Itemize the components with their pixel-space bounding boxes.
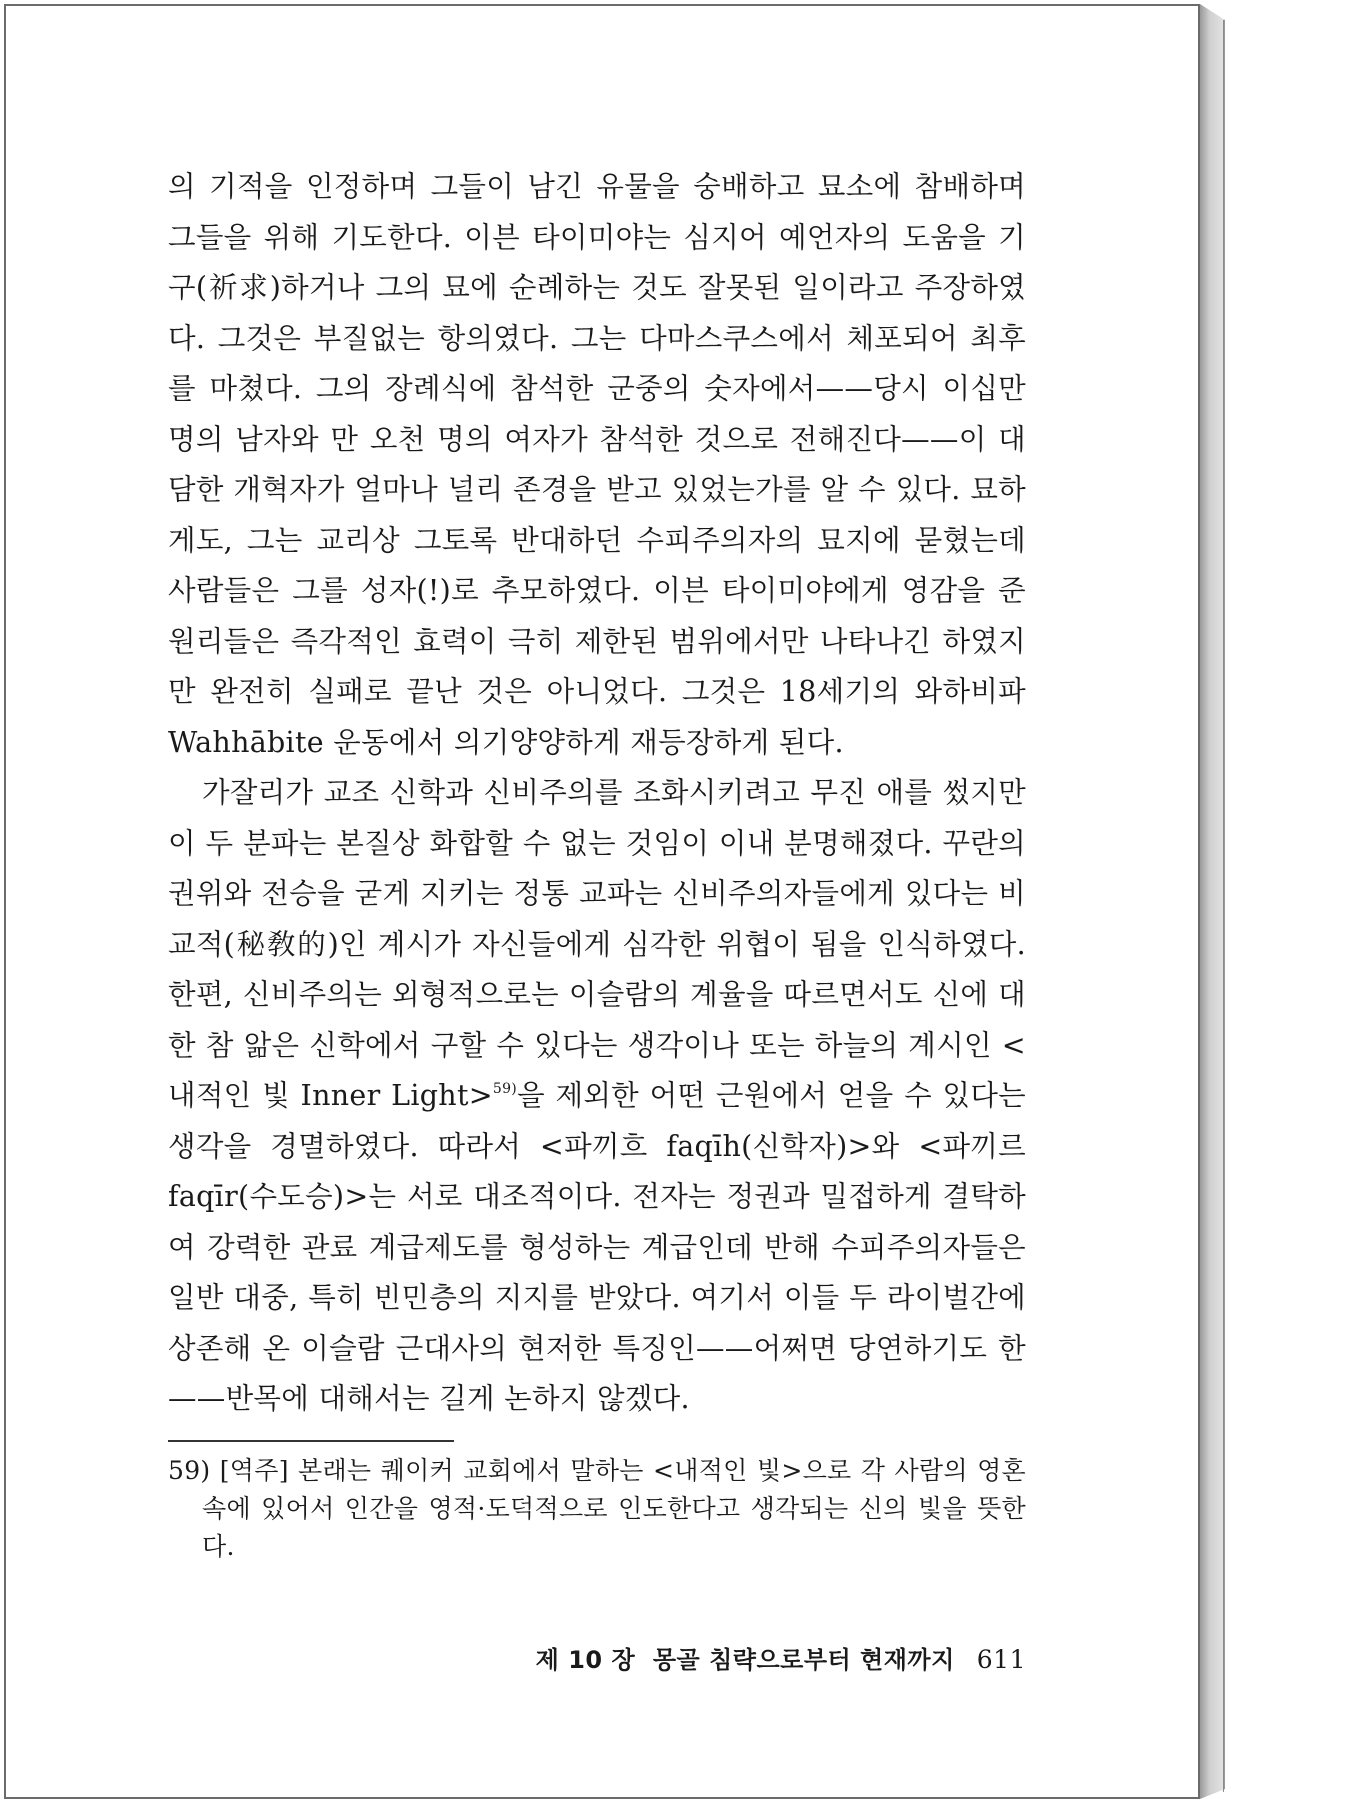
footnote-reference: 59) xyxy=(492,1081,518,1097)
paragraph-2-part-1: 가잘리가 교조 신학과 신비주의를 조화시키려고 무진 애를 썼지만 이 두 분파는 본질상 화합할 수 없는 것임이 이내 분명해졌다. 꾸란의 권위와 전승을 굳게 지키는 정통 교파는 신비주의자들에게 있다는 비교적(秘敎的)인 계시가 자신들에게 심각한 위협이 됨을 인식하였다. 한편, 신비주의는 외형적으로는 이슬람의 계율을 따르면서도 신에 대한 참 앎은 신학에서 구할 수 있다는 생각이나 또는 하늘의 계시인 <내적인 빛 Inner Light> xyxy=(168,776,1026,1112)
running-footer xyxy=(168,1642,1026,1678)
paragraph-2 xyxy=(168,768,1026,1425)
chapter-title: 제 10 장 몽골 침략으로부터 현재까지 xyxy=(535,1646,955,1674)
paragraph-2-part-2: 을 제외한 어떤 근원에서 얻을 수 있다는 생각을 경멸하였다. 따라서 <파끼흐 faqīh(신학자)>와 <파끼르 faqīr(수도승)>는 서로 대조적이다. 전자는 정권과 밀접하게 결탁하여 강력한 관료 계급제도를 형성하는 계급인데 반해 수피주의자들은 일반 대중, 특히 빈민층의 지지를 받았다. 여기서 이들 두 라이벌간에 상존해 온 이슬람 근대사의 현저한 특징인——어쩌면 당연하기도 한——반목에 대해서는 길게 논하지 않겠다. xyxy=(168,1079,1026,1415)
footnote-rule xyxy=(168,1440,454,1442)
book-edge xyxy=(1200,4,1225,1799)
book-edge-line xyxy=(1223,20,1224,1792)
paragraph-1: 의 기적을 인정하며 그들이 남긴 유물을 숭배하고 묘소에 참배하며 그들을 위해 기도한다. 이븐 타이미야는 심지어 예언자의 도움을 기구(祈求)하거나 그의 묘에 순례하는 것도 잘못된 일이라고 주장하였다. 그것은 부질없는 항의였다. 그는 다마스쿠스에서 체포되어 최후를 마쳤다. 그의 장례식에 참석한 군중의 숫자에서——당시 이십만 명의 남자와 만 오천 명의 여자가 참석한 것으로 전해진다——이 대담한 개혁자가 얼마나 널리 존경을 받고 있었는가를 알 수 있다. 묘하게도, 그는 교리상 그토록 반대하던 수피주의자의 묘지에 묻혔는데 사람들은 그를 성자(!)로 추모하였다. 이븐 타이미야에게 영감을 준 원리들은 즉각적인 효력이 극히 제한된 범위에서만 나타나긴 하였지만 완전히 실패로 끝난 것은 아니었다. 그것은 18세기의 와하비파 Wahhābite 운동에서 의기양양하게 재등장하게 된다. xyxy=(168,170,1026,759)
page-number: 611 xyxy=(976,1645,1026,1674)
footnote: 59) [역주] 본래는 퀘이커 교회에서 말하는 <내적인 빛>으로 각 사람의 영혼속에 있어서 인간을 영적·도덕적으로 인도한다고 생각되는 신의 빛을 뜻한다. xyxy=(168,1456,1026,1561)
body-text xyxy=(168,162,1026,1425)
